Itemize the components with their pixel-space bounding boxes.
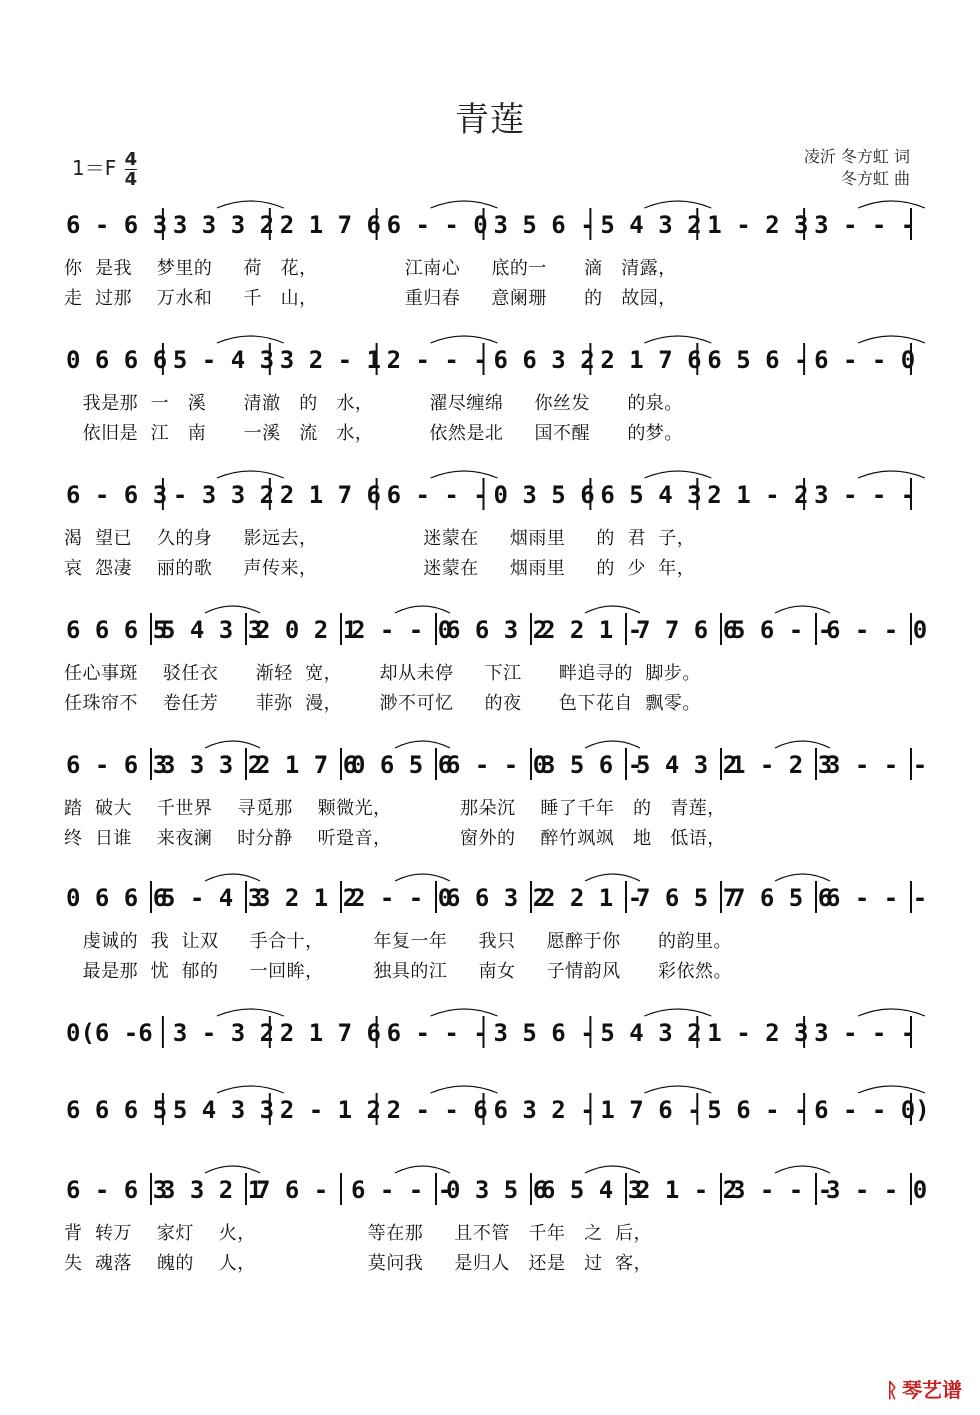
lyricist-credit: 凌沂 冬方虹 词 bbox=[803, 147, 910, 166]
measure-notes: 2 - - - bbox=[386, 346, 488, 374]
measure-notes: 2 1 7 6 bbox=[279, 211, 381, 239]
lyric-line: 虔诚的 我 让双 手合十， 年复一年 我只 愿醉于你 的韵里。 bbox=[64, 931, 732, 952]
slur-arc bbox=[431, 471, 498, 478]
lyric-line: 任珠帘不 卷任芳 菲弥 漫， 渺不可忆 的夜 色下花自 飘零。 bbox=[64, 693, 701, 714]
measure-notes: 0 6 6 6 bbox=[66, 884, 168, 912]
qinyipu-logo-icon bbox=[886, 1374, 962, 1403]
measure-notes: 3 5 6 - bbox=[541, 751, 643, 779]
measure-notes: 2 - - 0 bbox=[351, 616, 453, 644]
logo-mark-icon: ᚱ bbox=[886, 1378, 898, 1402]
measure-notes: 3 - - - bbox=[731, 1176, 833, 1204]
time-unit: 4 bbox=[124, 169, 138, 190]
time-signature bbox=[125, 150, 138, 189]
slur-arc bbox=[395, 1166, 450, 1173]
measure-notes: 3 5 6 - bbox=[493, 211, 595, 239]
notation-line bbox=[60, 740, 928, 784]
measure-notes: 2 1 - 2 bbox=[636, 1176, 738, 1204]
measure-notes: 6 - 6 3 bbox=[66, 1176, 168, 1204]
measure-notes: 7 7 6 6 bbox=[636, 616, 738, 644]
measure-notes: 6 6 3 2 bbox=[446, 884, 548, 912]
slur-arc bbox=[431, 1009, 498, 1016]
measure-notes: 5 4 3 3 bbox=[161, 616, 263, 644]
measure-notes: 7 6 - bbox=[256, 1176, 329, 1204]
measure-notes: 0 6 5 6 bbox=[351, 751, 453, 779]
lyric-line: 走 过那 万水和 千 山， 重归春 意阑珊 的 故园， bbox=[64, 288, 677, 309]
measure-notes: 2 2 1 - bbox=[541, 884, 643, 912]
notation-line bbox=[60, 200, 922, 244]
measure-notes: 3 3 3 2 bbox=[172, 211, 275, 239]
measure-notes: 6 - 6 3 bbox=[66, 211, 168, 239]
slur-arc bbox=[431, 201, 498, 208]
measure-notes: 5 4 3 2 bbox=[600, 1019, 702, 1047]
measure-notes: 6 6 3 2 bbox=[446, 616, 548, 644]
measure-notes: 5 6 - - bbox=[707, 1096, 809, 1124]
slur-arc bbox=[644, 1086, 711, 1093]
slur-arc bbox=[217, 1009, 284, 1016]
notation-line bbox=[60, 1008, 922, 1052]
measure-notes: 6 - - - bbox=[386, 481, 488, 509]
lyric-line: 背 转万 家灯 火， 等在那 且不管 千年 之 后， bbox=[64, 1223, 653, 1244]
measure-notes: 5 4 3 2 bbox=[636, 751, 738, 779]
logo-text: 琴艺谱 bbox=[902, 1378, 962, 1402]
measure-notes: 6 - - 0 bbox=[386, 211, 488, 239]
measure-notes: 6 - 6 3 bbox=[66, 481, 168, 509]
notation-line bbox=[60, 873, 928, 917]
measure-notes: 5 4 3 3 bbox=[172, 1096, 275, 1124]
notation-line bbox=[60, 470, 922, 514]
measure-notes: 2 - - 6 bbox=[386, 1096, 488, 1124]
measure-notes: 6 - - - bbox=[351, 1176, 453, 1204]
slur-arc bbox=[858, 336, 925, 343]
measure-notes: 6 - - 0) bbox=[814, 1096, 930, 1124]
measure-notes: 1 7 6 - bbox=[600, 1096, 702, 1124]
measure-notes: 6 - - 0 bbox=[826, 616, 928, 644]
measure-notes: 5 - 4 3 bbox=[161, 884, 263, 912]
lyric-line: 任心事斑 驳任衣 渐轻 宽， 却从未停 下江 畔追寻的 脚步。 bbox=[64, 663, 701, 684]
measure-notes: 3 2 1 2 bbox=[256, 884, 358, 912]
slur-arc bbox=[431, 1086, 498, 1093]
slur-arc bbox=[395, 606, 450, 613]
measure-notes: - 3 3 2 bbox=[172, 481, 275, 509]
slur-arc bbox=[205, 606, 260, 613]
measure-notes: 6 6 3 2 bbox=[493, 346, 595, 374]
measure-notes: 6 3 2 - bbox=[493, 1096, 595, 1124]
slur-arc bbox=[644, 336, 711, 343]
measure-notes: 5 - 4 3 bbox=[172, 346, 275, 374]
slur-arc bbox=[205, 741, 260, 748]
measure-notes: 1 - 2 3 bbox=[707, 211, 809, 239]
slur-arc bbox=[217, 336, 284, 343]
lyric-line: 你 是我 梦里的 荷 花， 江南心 底的一 滴 清露， bbox=[64, 258, 677, 279]
measure-notes: 6 6 6 5 bbox=[66, 616, 168, 644]
measure-notes: 2 - - 0 bbox=[351, 884, 453, 912]
measure-notes: 0(6 -6 bbox=[66, 1019, 153, 1047]
lyric-line: 踏 破大 千世界 寻觅那 颗微光， 那朵沉 睡了千年 的 青莲， bbox=[64, 798, 726, 819]
key-signature bbox=[72, 150, 137, 189]
composer-credit: 冬方虹 曲 bbox=[840, 169, 910, 188]
measure-notes: 3 - - 0 bbox=[826, 1176, 928, 1204]
slur-arc bbox=[858, 471, 925, 478]
notation-line bbox=[60, 605, 928, 649]
slur-arc bbox=[644, 471, 711, 478]
slur-arc bbox=[585, 606, 640, 613]
lyric-line: 哀 怨凄 丽的歌 声传来， 迷蒙在 烟雨里 的 少 年， bbox=[64, 558, 696, 579]
slur-arc bbox=[858, 1086, 925, 1093]
measure-notes: 2 1 - 2 bbox=[707, 481, 809, 509]
measure-notes: 3 2 - 1 bbox=[279, 346, 381, 374]
slur-arc bbox=[585, 741, 640, 748]
measure-notes: 0 3 5 6 bbox=[493, 481, 595, 509]
slur-arc bbox=[217, 201, 284, 208]
slur-arc bbox=[775, 741, 830, 748]
measure-notes: 5 4 3 2 bbox=[600, 211, 702, 239]
slur-arc bbox=[585, 1166, 640, 1173]
credits bbox=[804, 146, 910, 190]
measure-notes: 6 - - - bbox=[826, 884, 928, 912]
measure-notes: 6 5 4 3 bbox=[600, 481, 702, 509]
measure-notes: 5 6 - - bbox=[731, 616, 833, 644]
lyric-line: 终 日谁 来夜澜 时分静 听跫音， 窗外的 醉竹飒飒 地 低语， bbox=[64, 828, 726, 849]
measure-notes: 6 - 6 3 bbox=[66, 751, 168, 779]
measure-notes: 6 5 6 - bbox=[707, 346, 809, 374]
measure-notes: 6 5 4 3 bbox=[541, 1176, 643, 1204]
measure-notes: 3 - - - bbox=[814, 481, 916, 509]
slur-arc bbox=[858, 201, 925, 208]
slur-arc bbox=[217, 1086, 284, 1093]
slur-arc bbox=[644, 1009, 711, 1016]
lyric-line: 依旧是 江 南 一溪 流 水， 依然是北 国不醒 的梦。 bbox=[64, 423, 683, 444]
measure-notes: 3 - - - bbox=[826, 751, 928, 779]
measure-notes: 2 1 7 6 bbox=[256, 751, 358, 779]
time-beats: 4 bbox=[124, 149, 138, 170]
measure-notes: 3 3 3 2 bbox=[161, 751, 263, 779]
measure-notes: 2 1 7 6 bbox=[600, 346, 702, 374]
slur-arc bbox=[585, 874, 640, 881]
slur-arc bbox=[395, 874, 450, 881]
measure-notes: 3 - 3 2 bbox=[172, 1019, 275, 1047]
notation-line bbox=[60, 1165, 928, 1209]
measure-notes: 2 0 2 1 bbox=[256, 616, 358, 644]
song-title: 青莲 bbox=[455, 100, 525, 140]
measure-notes: 6 6 6 5 bbox=[66, 1096, 168, 1124]
measure-notes: 0 3 5 6 bbox=[446, 1176, 548, 1204]
slur-arc bbox=[775, 874, 830, 881]
lyric-line: 最是那 忧 郁的 一回眸， 独具的江 南女 子情韵风 彩依然。 bbox=[64, 961, 732, 982]
lyric-line: 我是那 一 溪 清澈 的 水， 濯尽缠绵 你丝发 的泉。 bbox=[64, 393, 683, 414]
key-prefix: 1＝F bbox=[72, 156, 117, 180]
measure-notes: 3 5 6 - bbox=[493, 1019, 595, 1047]
slur-arc bbox=[775, 1166, 830, 1173]
slur-arc bbox=[205, 874, 260, 881]
measure-notes: 7 6 5 6 bbox=[731, 884, 833, 912]
measure-notes: 1 - 2 3 bbox=[707, 1019, 809, 1047]
slur-arc bbox=[217, 471, 284, 478]
measure-notes: 3 - - - bbox=[814, 211, 916, 239]
measure-notes: 3 - - - bbox=[814, 1019, 916, 1047]
measure-notes: 2 - 1 2 bbox=[279, 1096, 381, 1124]
slur-arc bbox=[395, 741, 450, 748]
measure-notes: 6 - - 0 bbox=[814, 346, 916, 374]
slur-arc bbox=[431, 336, 498, 343]
lyric-line: 失 魂落 魄的 人， 莫问我 是归人 还是 过 客， bbox=[64, 1253, 653, 1274]
notation-line bbox=[60, 1085, 930, 1129]
notation-line bbox=[60, 335, 922, 379]
slur-arc bbox=[644, 201, 711, 208]
measure-notes: 6 - - - bbox=[386, 1019, 488, 1047]
measure-notes: 2 2 1 - bbox=[541, 616, 643, 644]
slur-arc bbox=[858, 1009, 925, 1016]
measure-notes: 2 1 7 6 bbox=[279, 481, 381, 509]
lyric-line: 渴 望已 久的身 影远去， 迷蒙在 烟雨里 的 君 子， bbox=[64, 528, 696, 549]
measure-notes: 0 6 6 6 bbox=[66, 346, 168, 374]
measure-notes: 1 - 2 3 bbox=[731, 751, 833, 779]
measure-notes: 7 6 5 7 bbox=[636, 884, 738, 912]
slur-arc bbox=[775, 606, 830, 613]
slur-arc bbox=[205, 1166, 260, 1173]
measure-notes: 6 - - 0 bbox=[446, 751, 548, 779]
measure-notes: 3 3 2 1 bbox=[161, 1176, 263, 1204]
measure-notes: 2 1 7 6 bbox=[279, 1019, 381, 1047]
